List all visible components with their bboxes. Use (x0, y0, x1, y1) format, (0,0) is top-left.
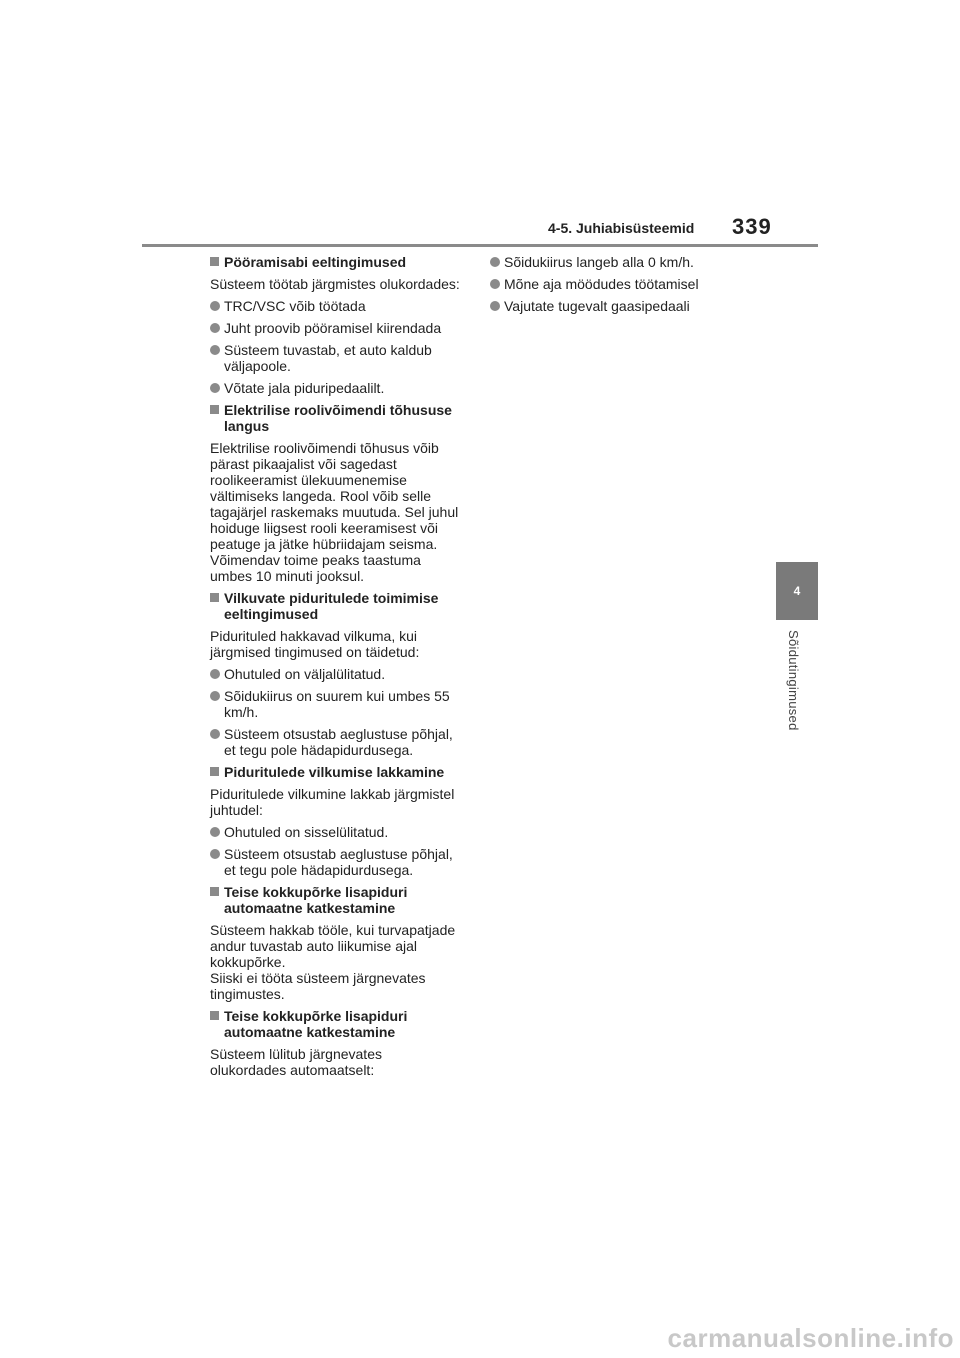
list-item (490, 298, 760, 314)
text: Vilkuvate piduritulede toimimise eeltingimused (224, 590, 439, 622)
paragraph (210, 786, 472, 818)
circle-bullet-icon (490, 279, 500, 289)
text: Ohutuled on sisselülitatud. (224, 824, 389, 840)
text: Vajutate tugevalt gaasipedaali (504, 298, 690, 314)
list-item (210, 320, 472, 336)
text: TRC/VSC võib töötada (224, 298, 366, 314)
square-bullet-icon (210, 257, 219, 266)
text: Pidurituled hakkavad vilkuma, kui järgmised tingimused on täidetud: (210, 628, 420, 660)
section-heading (210, 884, 472, 916)
text: Elektrilise roolivõimendi tõhusus võib pärast pikaajalist või sagedast roolikeeramist ülekuumenemise vältimiseks langeda. Rool võib selle tagajärjel raskemaks muutuda. Sel juhul hoiduge liigsest rooli keeramisest või peatuge ja jätke hübriidajam seisma. Võimendav toime peaks taastuma umbes 10 minuti jooksul. (210, 440, 459, 584)
text: Sõidukiirus langeb alla 0 km/h. (504, 254, 694, 270)
text: Süsteem otsustab aeglustuse põhjal, et tegu pole hädapidurdusega. (224, 726, 453, 758)
circle-bullet-icon (210, 345, 220, 355)
text: Juht proovib pööramisel kiirendada (224, 320, 442, 336)
list-item (210, 380, 472, 396)
list-item (210, 726, 472, 758)
circle-bullet-icon (210, 383, 220, 393)
square-bullet-icon (210, 593, 219, 602)
text: Teise kokkupõrke lisapiduri automaatne katkestamine (224, 1008, 408, 1040)
circle-bullet-icon (210, 729, 220, 739)
section-heading (210, 402, 472, 434)
paragraph (210, 276, 472, 292)
chapter-title: Sõidutingimused (786, 630, 801, 731)
text: Teise kokkupõrke lisapiduri automaatne katkestamine (224, 884, 408, 916)
page-number: 339 (732, 214, 772, 239)
section-heading (210, 254, 472, 270)
text: Piduritulede vilkumine lakkab järgmistel juhtudel: (210, 786, 455, 818)
circle-bullet-icon (210, 691, 220, 701)
circle-bullet-icon (210, 301, 220, 311)
list-item (210, 342, 472, 374)
paragraph (210, 1046, 472, 1078)
section-heading (210, 590, 472, 622)
text: Elektrilise roolivõimendi tõhususe langus (224, 402, 452, 434)
left-column (210, 254, 472, 1084)
paragraph (210, 440, 472, 584)
section-title: 4-5. Juhiabisüsteemid (548, 220, 695, 236)
square-bullet-icon (210, 887, 219, 896)
square-bullet-icon (210, 405, 219, 414)
right-column (490, 254, 760, 320)
text: Sõidukiirus on suurem kui umbes 55 km/h. (224, 688, 450, 720)
watermark: carmanualsonline.info (667, 1323, 954, 1353)
list-item (210, 298, 472, 314)
text: Pööramisabi eeltingimused (224, 254, 407, 270)
section-heading (210, 1008, 472, 1040)
list-item (210, 688, 472, 720)
list-item (210, 666, 472, 682)
text: Võtate jala piduripedaalilt. (224, 380, 385, 396)
text: Süsteem töötab järgmistes olukordades: (210, 276, 460, 292)
header-divider (142, 244, 818, 247)
paragraph (210, 922, 472, 1002)
list-item (210, 824, 472, 840)
circle-bullet-icon (210, 827, 220, 837)
paragraph (210, 628, 472, 660)
text: Süsteem lülitub järgnevates olukordades automaatselt: (210, 1046, 382, 1078)
circle-bullet-icon (210, 323, 220, 333)
circle-bullet-icon (490, 257, 500, 267)
circle-bullet-icon (210, 669, 220, 679)
section-heading (210, 764, 472, 780)
circle-bullet-icon (210, 849, 220, 859)
text: Süsteem tuvastab, et auto kaldub väljapoole. (224, 342, 432, 374)
chapter-tab: 4 (776, 562, 818, 620)
text: Mõne aja möödudes töötamisel (504, 276, 699, 292)
text: Süsteem hakkab tööle, kui turvapatjade andur tuvastab auto liikumise ajal kokkupõrke. Siiski ei tööta süsteem järgnevates tingimustes. (210, 922, 456, 1002)
square-bullet-icon (210, 1011, 219, 1020)
circle-bullet-icon (490, 301, 500, 311)
list-item (490, 254, 760, 270)
square-bullet-icon (210, 767, 219, 776)
text: Piduritulede vilkumise lakkamine (224, 764, 445, 780)
text: Ohutuled on väljalülitatud. (224, 666, 386, 682)
list-item (210, 846, 472, 878)
list-item (490, 276, 760, 292)
text: Süsteem otsustab aeglustuse põhjal, et tegu pole hädapidurdusega. (224, 846, 453, 878)
